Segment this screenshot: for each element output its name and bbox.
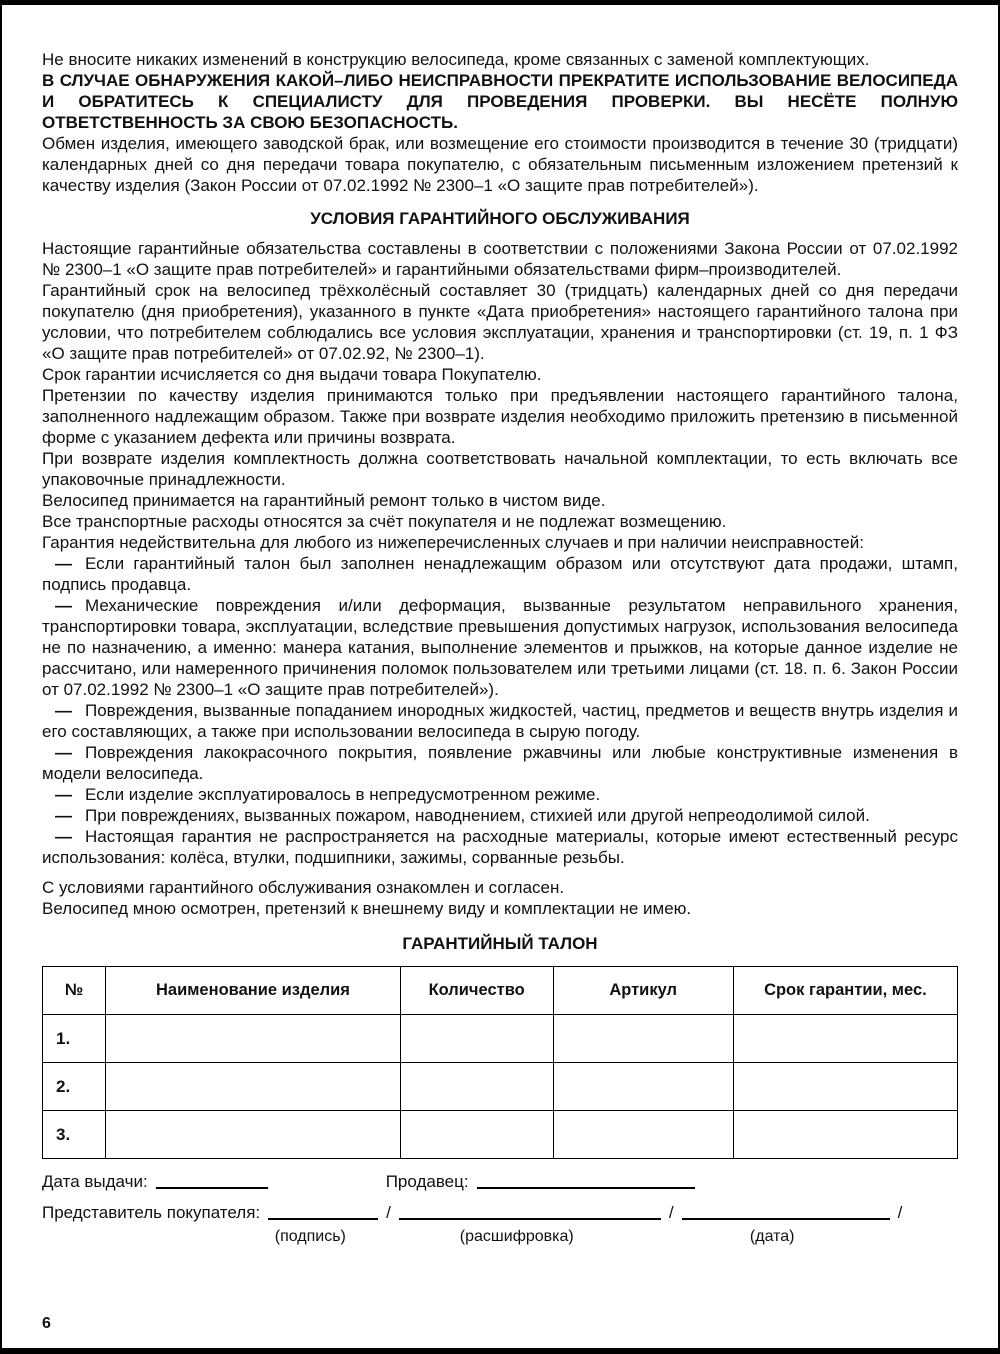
date-blank: [682, 1218, 890, 1220]
caption-name: (расшифровка): [459, 1228, 574, 1245]
empty-cell: [553, 1111, 733, 1159]
empty-cell: [553, 1063, 733, 1111]
bullet-dash: —: [55, 554, 72, 573]
table-row: [43, 1015, 958, 1063]
row-number-cell: 1.: [43, 1015, 106, 1063]
bullet-text: Повреждения лакокрасочного покрытия, появление ржавчины или любые конструктивные изменения в модели велосипеда.: [42, 743, 958, 783]
bullet-item: [42, 553, 958, 595]
page-number: 6: [42, 1315, 51, 1332]
seller-label: Продавец:: [385, 1172, 469, 1191]
captions-row: [42, 1226, 958, 1247]
bullet-item: [42, 826, 958, 868]
bullet-text: Настоящая гарантия не распространяется на расходные материалы, которые имеют естественный ресурс использования: колёса, втулки, подшипники, зажимы, сорванные резьбы.: [42, 827, 958, 867]
bullet-dash: —: [55, 596, 72, 615]
warranty-table: [42, 966, 958, 1159]
col-header-warranty-period: Срок гарантии, мес.: [733, 967, 957, 1015]
empty-cell: [733, 1111, 957, 1159]
separator-slash: /: [668, 1203, 674, 1222]
terms-paragraph: Претензии по качеству изделия принимаются только при предъявлении настоящего гарантийного талона, заполненного надлежащим образом. Также при возврате изделия необходимо приложить претензию в письменной форме с указанием дефекта или причины возврата.: [42, 386, 958, 447]
bullet-item: [42, 784, 958, 805]
empty-cell: [106, 1111, 401, 1159]
empty-cell: [553, 1015, 733, 1063]
closing-block: [42, 877, 958, 919]
bullet-item: [42, 742, 958, 784]
exclusions-list: [42, 553, 958, 868]
bullet-item: [42, 700, 958, 742]
coupon-title: ГАРАНТИЙНЫЙ ТАЛОН: [402, 934, 598, 953]
terms-paragraph: При возврате изделия комплектность должна соответствовать начальной комплектации, то есть включать все упаковочные принадлежности.: [42, 449, 958, 489]
table-header-row: [43, 967, 958, 1015]
issue-date-label: Дата выдачи:: [42, 1172, 148, 1191]
warning-paragraph: В СЛУЧАЕ ОБНАРУЖЕНИЯ КАКОЙ–ЛИБО НЕИСПРАВНОСТИ ПРЕКРАТИТЕ ИСПОЛЬЗОВАНИЕ ВЕЛОСИПЕДА И ОБРАТИТЕСЬ К СПЕЦИАЛИСТУ ДЛЯ ПРОВЕДЕНИЯ ПРОВЕРКИ. ВЫ НЕСЁТЕ ПОЛНУЮ ОТВЕТСТВЕННОСТЬ ЗА СВОЮ БЕЗОПАСНОСТЬ.: [42, 71, 958, 132]
terms-paragraph: Срок гарантии исчисляется со дня выдачи товара Покупателю.: [42, 365, 542, 384]
empty-cell: [400, 1015, 553, 1063]
buyer-representative-line: [42, 1202, 958, 1223]
terms-paragraph: Гарантия недействительна для любого из нижеперечисленных случаев и при наличии неисправностей:: [42, 533, 864, 552]
bullet-dash: —: [55, 785, 72, 804]
closing-paragraph: Велосипед мною осмотрен, претензий к внешнему виду и комплектации не имею.: [42, 899, 692, 918]
bullet-dash: —: [55, 806, 72, 825]
separator-slash: /: [386, 1203, 391, 1222]
terms-paragraph: Настоящие гарантийные обязательства составлены в соответствии с положениями Закона России от 07.02.1992 № 2300–1 «О защите прав потребителей» и гарантийными обязательствами фирм–производителей.: [42, 239, 958, 279]
table-row: [43, 1063, 958, 1111]
bullet-dash: —: [55, 827, 72, 846]
caption-signature: (подпись): [274, 1228, 346, 1245]
bullet-text: Если изделие эксплуатировалось в непредусмотренном режиме.: [85, 785, 601, 804]
bullet-dash: —: [55, 701, 72, 720]
terms-paragraph: Все транспортные расходы относятся за счёт покупателя и не подлежат возмещению.: [42, 512, 727, 531]
signature-blank: [268, 1218, 378, 1220]
bullet-text: Повреждения, вызванные попаданием инородных жидкостей, частиц, предметов и веществ внутрь изделия и его составляющих, а также при использовании велосипеда в сырую погоду.: [42, 701, 958, 741]
issue-date-blank: [156, 1187, 268, 1189]
terms-title: УСЛОВИЯ ГАРАНТИЙНОГО ОБСЛУЖИВАНИЯ: [310, 209, 690, 228]
representative-label: Представитель покупателя:: [42, 1203, 261, 1222]
bullet-text: Если гарантийный талон был заполнен ненадлежащим образом или отсутствуют дата продажи, штамп, подпись продавца.: [42, 554, 958, 594]
terms-paragraph: Велосипед принимается на гарантийный ремонт только в чистом виде.: [42, 491, 606, 510]
empty-cell: [733, 1015, 957, 1063]
empty-cell: [400, 1111, 553, 1159]
caption-date: (дата): [749, 1228, 795, 1245]
col-header-article: Артикул: [553, 967, 733, 1015]
closing-paragraph: С условиями гарантийного обслуживания ознакомлен и согласен.: [42, 878, 565, 897]
empty-cell: [400, 1063, 553, 1111]
seller-blank: [477, 1187, 695, 1189]
bullet-item: [42, 805, 958, 826]
empty-cell: [106, 1063, 401, 1111]
bullet-text: При повреждениях, вызванных пожаром, наводнением, стихией или другой непреодолимой силой.: [85, 806, 870, 825]
issue-date-line: [42, 1171, 958, 1192]
bullet-text: Механические повреждения и/или деформация, вызванные результатом неправильного хранения, транспортировки товара, эксплуатации, вследствие превышения допустимых нагрузок, использования велосипеда не по назначению, а именно: манера катания, выполнение элементов и прыжков, на которые данное изделие не рассчитано, или намеренного причинения поломок пользователем или третьими лицами (ст. 18. п. 6. Закон России от 07.02.1992 № 2300–1 «О защите прав потребителей»).: [42, 596, 958, 699]
col-header-product-name: Наименование изделия: [106, 967, 401, 1015]
col-header-number: №: [43, 967, 106, 1015]
empty-cell: [106, 1015, 401, 1063]
terms-paragraph: Гарантийный срок на велосипед трёхколёсный составляет 30 (тридцать) календарных дней со дня передачи покупателю (дня приобретения), указанного в пункте «Дата приобретения» настоящего гарантийного талона при условии, что потребителем соблюдались все условия эксплуатации, хранения и транспортировки (ст. 19, п. 1 ФЗ «О защите прав потребителей» от 07.02.92, № 2300–1).: [42, 281, 958, 363]
col-header-quantity: Количество: [400, 967, 553, 1015]
bullet-item: [42, 595, 958, 700]
intro-paragraph: Не вносите никаких изменений в конструкцию велосипеда, кроме связанных с заменой комплектующих.: [42, 50, 870, 69]
terms-block: [42, 238, 958, 553]
exchange-paragraph: Обмен изделия, имеющего заводской брак, или возмещение его стоимости производится в течение 30 (тридцати) календарных дней со дня передачи товара покупателю, с обязательным письменным изложением претензий к качеству изделия (Закон России от 07.02.1992 № 2300–1 «О защите прав потребителей»).: [42, 134, 958, 195]
empty-cell: [733, 1063, 957, 1111]
row-number-cell: 2.: [43, 1063, 106, 1111]
separator-slash: /: [897, 1203, 903, 1222]
bullet-dash: —: [55, 743, 72, 762]
table-row: [43, 1111, 958, 1159]
name-blank: [399, 1218, 661, 1220]
row-number-cell: 3.: [43, 1111, 106, 1159]
